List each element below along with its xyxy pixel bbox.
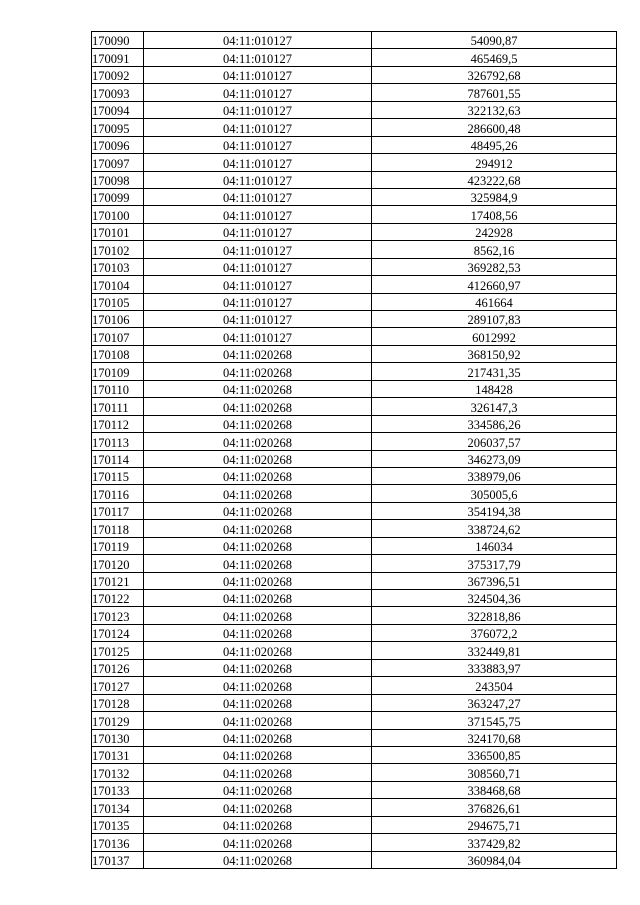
table-row [92, 467, 617, 484]
cell-value: 376072,2 [372, 624, 617, 641]
cell-value: 326792,68 [372, 66, 617, 83]
cell-cadastral-code: 04:11:020268 [144, 642, 372, 659]
cell-cadastral-code: 04:11:020268 [144, 834, 372, 851]
cell-cadastral-code: 04:11:010127 [144, 84, 372, 101]
cell-id: 170121 [92, 572, 144, 589]
cell-value: 6012992 [372, 328, 617, 345]
cell-id: 170096 [92, 136, 144, 153]
cell-cadastral-code: 04:11:020268 [144, 520, 372, 537]
table-row [92, 32, 617, 49]
cell-cadastral-code: 04:11:020268 [144, 624, 372, 641]
cell-value: 322818,86 [372, 607, 617, 624]
table-row [92, 607, 617, 624]
cell-id: 170105 [92, 293, 144, 310]
cell-cadastral-code: 04:11:020268 [144, 380, 372, 397]
cell-id: 170111 [92, 398, 144, 415]
cell-value: 368150,92 [372, 345, 617, 362]
table-row [92, 276, 617, 293]
cell-id: 170102 [92, 241, 144, 258]
cell-id: 170108 [92, 345, 144, 362]
table-row [92, 450, 617, 467]
cell-value: 465469,5 [372, 49, 617, 66]
cell-value: 243504 [372, 677, 617, 694]
cell-value: 332449,81 [372, 642, 617, 659]
table-row [92, 520, 617, 537]
cell-cadastral-code: 04:11:020268 [144, 851, 372, 868]
cell-cadastral-code: 04:11:020268 [144, 746, 372, 763]
cell-cadastral-code: 04:11:020268 [144, 415, 372, 432]
table-row [92, 345, 617, 362]
cell-cadastral-code: 04:11:020268 [144, 502, 372, 519]
cell-value: 294912 [372, 154, 617, 171]
cell-value: 371545,75 [372, 712, 617, 729]
cell-value: 206037,57 [372, 433, 617, 450]
table-row [92, 485, 617, 502]
cell-cadastral-code: 04:11:020268 [144, 433, 372, 450]
table-row [92, 572, 617, 589]
cell-id: 170099 [92, 188, 144, 205]
cell-id: 170109 [92, 363, 144, 380]
cell-value: 336500,85 [372, 746, 617, 763]
cell-value: 333883,97 [372, 659, 617, 676]
cell-cadastral-code: 04:11:020268 [144, 607, 372, 624]
cell-cadastral-code: 04:11:010127 [144, 171, 372, 188]
cell-cadastral-code: 04:11:020268 [144, 677, 372, 694]
cell-value: 338468,68 [372, 781, 617, 798]
table-row [92, 502, 617, 519]
cell-id: 170125 [92, 642, 144, 659]
cell-cadastral-code: 04:11:010127 [144, 328, 372, 345]
table-row [92, 781, 617, 798]
cell-value: 461664 [372, 293, 617, 310]
cell-cadastral-code: 04:11:010127 [144, 241, 372, 258]
table-row [92, 154, 617, 171]
cell-id: 170101 [92, 223, 144, 240]
cell-id: 170106 [92, 311, 144, 328]
table-row [92, 712, 617, 729]
table-row [92, 380, 617, 397]
cell-value: 324170,68 [372, 729, 617, 746]
cell-cadastral-code: 04:11:010127 [144, 188, 372, 205]
cell-value: 322132,63 [372, 101, 617, 118]
cell-value: 324504,36 [372, 590, 617, 607]
cell-id: 170112 [92, 415, 144, 432]
cell-cadastral-code: 04:11:020268 [144, 398, 372, 415]
cell-id: 170122 [92, 590, 144, 607]
cell-id: 170137 [92, 851, 144, 868]
cell-cadastral-code: 04:11:020268 [144, 555, 372, 572]
cell-cadastral-code: 04:11:010127 [144, 258, 372, 275]
table-row [92, 223, 617, 240]
data-table [91, 31, 617, 869]
cell-id: 170134 [92, 799, 144, 816]
table-row [92, 363, 617, 380]
table-row [92, 136, 617, 153]
table-row [92, 311, 617, 328]
cell-value: 423222,68 [372, 171, 617, 188]
cell-value: 148428 [372, 380, 617, 397]
cell-cadastral-code: 04:11:020268 [144, 764, 372, 781]
cell-id: 170107 [92, 328, 144, 345]
cell-value: 17408,56 [372, 206, 617, 223]
cell-id: 170126 [92, 659, 144, 676]
table-row [92, 642, 617, 659]
table-row [92, 816, 617, 833]
cell-id: 170130 [92, 729, 144, 746]
cell-value: 242928 [372, 223, 617, 240]
table-row [92, 677, 617, 694]
table-row [92, 555, 617, 572]
cell-id: 170095 [92, 119, 144, 136]
cell-id: 170115 [92, 467, 144, 484]
cell-cadastral-code: 04:11:010127 [144, 293, 372, 310]
table-row [92, 851, 617, 868]
table-row [92, 206, 617, 223]
cell-value: 354194,38 [372, 502, 617, 519]
table-row [92, 66, 617, 83]
cell-cadastral-code: 04:11:010127 [144, 276, 372, 293]
cell-cadastral-code: 04:11:020268 [144, 467, 372, 484]
cell-cadastral-code: 04:11:010127 [144, 101, 372, 118]
cell-id: 170090 [92, 32, 144, 49]
table-row [92, 764, 617, 781]
cell-cadastral-code: 04:11:020268 [144, 781, 372, 798]
table-row [92, 746, 617, 763]
table-row [92, 659, 617, 676]
cell-cadastral-code: 04:11:020268 [144, 799, 372, 816]
cell-id: 170098 [92, 171, 144, 188]
cell-cadastral-code: 04:11:020268 [144, 450, 372, 467]
cell-id: 170123 [92, 607, 144, 624]
table-row [92, 293, 617, 310]
cell-value: 8562,16 [372, 241, 617, 258]
table-row [92, 188, 617, 205]
table-row [92, 398, 617, 415]
cell-cadastral-code: 04:11:010127 [144, 154, 372, 171]
cell-id: 170116 [92, 485, 144, 502]
cell-id: 170135 [92, 816, 144, 833]
cell-id: 170129 [92, 712, 144, 729]
table-row [92, 241, 617, 258]
cell-id: 170110 [92, 380, 144, 397]
cell-id: 170092 [92, 66, 144, 83]
table-row [92, 834, 617, 851]
cell-cadastral-code: 04:11:020268 [144, 572, 372, 589]
cell-cadastral-code: 04:11:010127 [144, 136, 372, 153]
cell-id: 170133 [92, 781, 144, 798]
cell-id: 170136 [92, 834, 144, 851]
cell-id: 170104 [92, 276, 144, 293]
cell-value: 286600,48 [372, 119, 617, 136]
cell-id: 170128 [92, 694, 144, 711]
cell-value: 787601,55 [372, 84, 617, 101]
cell-id: 170124 [92, 624, 144, 641]
cell-cadastral-code: 04:11:020268 [144, 659, 372, 676]
cell-cadastral-code: 04:11:010127 [144, 311, 372, 328]
cell-cadastral-code: 04:11:020268 [144, 729, 372, 746]
cell-id: 170103 [92, 258, 144, 275]
cell-value: 375317,79 [372, 555, 617, 572]
table-row [92, 433, 617, 450]
cell-value: 289107,83 [372, 311, 617, 328]
cell-value: 369282,53 [372, 258, 617, 275]
cell-cadastral-code: 04:11:020268 [144, 485, 372, 502]
cell-value: 54090,87 [372, 32, 617, 49]
cell-cadastral-code: 04:11:010127 [144, 119, 372, 136]
cell-value: 337429,82 [372, 834, 617, 851]
cell-value: 305005,6 [372, 485, 617, 502]
table-body [92, 32, 617, 869]
cell-value: 360984,04 [372, 851, 617, 868]
table-row [92, 799, 617, 816]
cell-cadastral-code: 04:11:020268 [144, 537, 372, 554]
cell-cadastral-code: 04:11:010127 [144, 32, 372, 49]
table-row [92, 101, 617, 118]
cell-value: 217431,35 [372, 363, 617, 380]
cell-cadastral-code: 04:11:020268 [144, 694, 372, 711]
cell-value: 367396,51 [372, 572, 617, 589]
table-row [92, 328, 617, 345]
cell-id: 170114 [92, 450, 144, 467]
cell-cadastral-code: 04:11:010127 [144, 223, 372, 240]
cell-value: 326147,3 [372, 398, 617, 415]
cell-value: 48495,26 [372, 136, 617, 153]
cell-value: 308560,71 [372, 764, 617, 781]
table-row [92, 624, 617, 641]
table-row [92, 415, 617, 432]
cell-id: 170097 [92, 154, 144, 171]
cell-id: 170117 [92, 502, 144, 519]
cell-cadastral-code: 04:11:020268 [144, 816, 372, 833]
cell-value: 338979,06 [372, 467, 617, 484]
table-row [92, 729, 617, 746]
table-row [92, 84, 617, 101]
cell-cadastral-code: 04:11:010127 [144, 66, 372, 83]
cell-cadastral-code: 04:11:020268 [144, 590, 372, 607]
cell-id: 170120 [92, 555, 144, 572]
cell-id: 170127 [92, 677, 144, 694]
cell-id: 170119 [92, 537, 144, 554]
cell-value: 412660,97 [372, 276, 617, 293]
cell-id: 170118 [92, 520, 144, 537]
cell-id: 170100 [92, 206, 144, 223]
table-row [92, 258, 617, 275]
cell-value: 363247,27 [372, 694, 617, 711]
cell-id: 170093 [92, 84, 144, 101]
table-row [92, 537, 617, 554]
cell-cadastral-code: 04:11:010127 [144, 206, 372, 223]
cell-value: 334586,26 [372, 415, 617, 432]
table-row [92, 694, 617, 711]
table-row [92, 119, 617, 136]
cell-value: 146034 [372, 537, 617, 554]
table-row [92, 171, 617, 188]
cell-value: 294675,71 [372, 816, 617, 833]
cell-id: 170131 [92, 746, 144, 763]
cell-cadastral-code: 04:11:010127 [144, 49, 372, 66]
cell-value: 376826,61 [372, 799, 617, 816]
cell-value: 338724,62 [372, 520, 617, 537]
cell-id: 170094 [92, 101, 144, 118]
cell-cadastral-code: 04:11:020268 [144, 363, 372, 380]
cell-id: 170132 [92, 764, 144, 781]
table-row [92, 590, 617, 607]
cell-cadastral-code: 04:11:020268 [144, 345, 372, 362]
cell-cadastral-code: 04:11:020268 [144, 712, 372, 729]
cell-id: 170091 [92, 49, 144, 66]
cell-value: 325984,9 [372, 188, 617, 205]
cell-id: 170113 [92, 433, 144, 450]
table-row [92, 49, 617, 66]
cell-value: 346273,09 [372, 450, 617, 467]
